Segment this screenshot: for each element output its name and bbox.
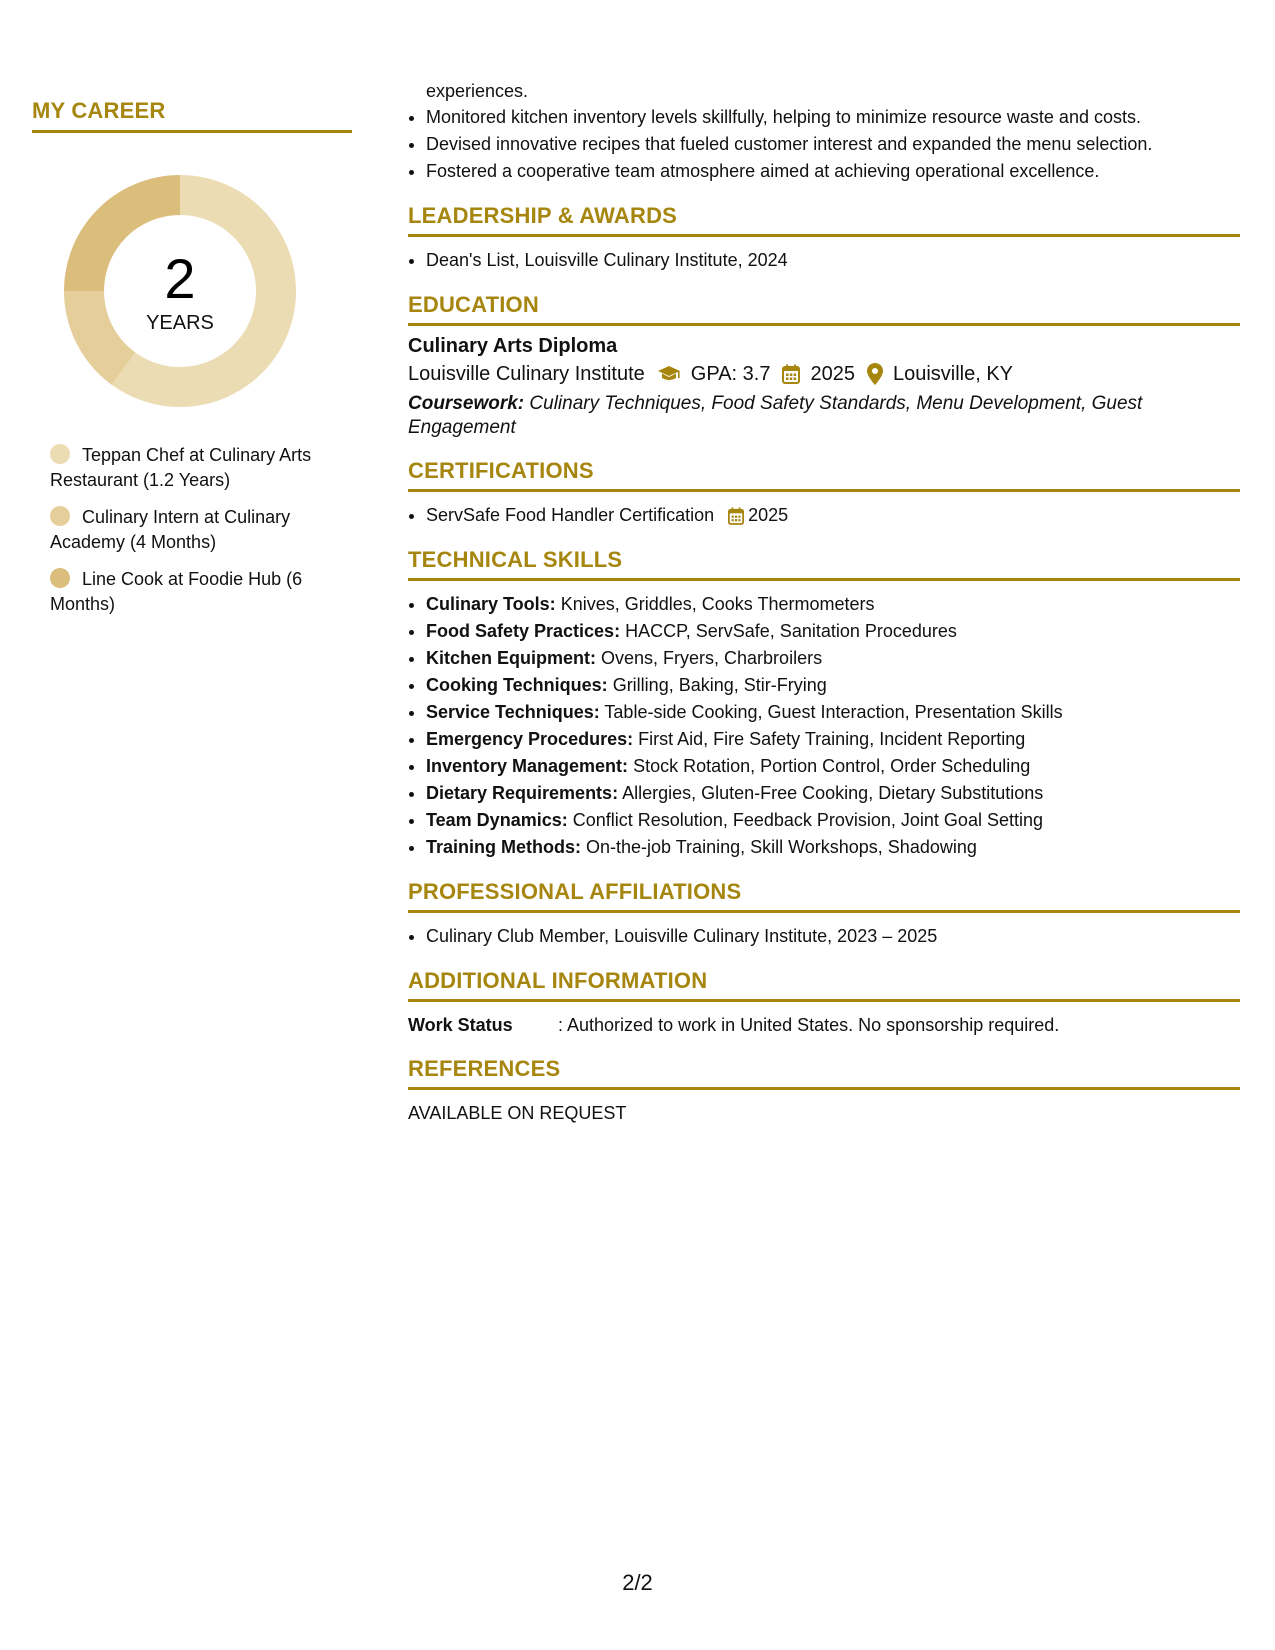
skills-section (408, 547, 1240, 861)
graduation-year: 2025 (810, 363, 855, 385)
list-item (426, 834, 1240, 861)
coursework-label: Coursework: (408, 393, 525, 414)
list-item (426, 807, 1240, 834)
main-column (408, 78, 1240, 1126)
legend-dot (50, 444, 70, 464)
skill-value: Allergies, Gluten-Free Cooking, Dietary Substitutions (622, 783, 1044, 803)
list-item (426, 699, 1240, 726)
experience-bullets (408, 104, 1240, 185)
page-number: 2/2 (622, 1570, 653, 1595)
legend-item (50, 443, 350, 493)
legend-text: Teppan Chef at Culinary Arts Restaurant (1.2 Years) (50, 445, 312, 490)
legend-text: Line Cook at Foodie Hub (6 Months) (50, 569, 303, 614)
references-text: AVAILABLE ON REQUEST (408, 1103, 627, 1123)
skill-label: Service Techniques: (426, 702, 600, 722)
references-section (408, 1056, 1240, 1126)
skills-list (408, 591, 1240, 861)
list-item (426, 591, 1240, 618)
education-section (408, 292, 1240, 440)
list-item: • Culinary Club Member, Louisville Culinary Institute, 2023 – 2025 (426, 923, 1240, 950)
list-item (426, 502, 1240, 529)
legend-text: Culinary Intern at Culinary Academy (4 Months) (50, 507, 291, 552)
affiliations-section (408, 879, 1240, 950)
list-item (426, 672, 1240, 699)
skill-label: Kitchen Equipment: (426, 648, 596, 668)
work-status-row (408, 1012, 1240, 1038)
skill-label: Cooking Techniques: (426, 675, 608, 695)
calendar-icon (782, 364, 800, 384)
skill-label: Culinary Tools: (426, 594, 556, 614)
donut-years-unit: YEARS (146, 312, 214, 334)
donut-center (64, 175, 296, 407)
certifications-list (408, 502, 1240, 529)
references-title: REFERENCES (408, 1056, 1240, 1090)
experience-continued-text: experiences. (426, 81, 529, 101)
legend-dot (50, 568, 70, 588)
skill-value: Knives, Griddles, Cooks Thermometers (560, 594, 875, 614)
skill-label: Inventory Management: (426, 756, 629, 776)
legend-dot (50, 506, 70, 526)
donut-years-value: 2 (164, 247, 196, 310)
skill-value: On-the-job Training, Skill Workshops, Shadowing (586, 837, 977, 857)
list-item: • Fostered a cooperative team atmosphere aimed at achieving operational excellence. (426, 158, 1240, 185)
list-item: • Monitored kitchen inventory levels skillfully, helping to minimize resource waste and costs. (426, 104, 1240, 131)
career-legend (32, 443, 350, 617)
skill-label: Food Safety Practices: (426, 621, 621, 641)
certification-name: • ServSafe Food Handler Certification (426, 505, 715, 525)
skills-title: TECHNICAL SKILLS (408, 547, 1240, 581)
list-item: • Devised innovative recipes that fueled customer interest and expanded the menu selection. (426, 131, 1240, 158)
education-details (408, 360, 1240, 388)
skill-label: Training Methods: (426, 837, 581, 857)
work-status-label: Work Status (408, 1015, 513, 1035)
location-pin-icon (867, 363, 883, 385)
school-location: Louisville, KY (892, 363, 1014, 385)
certifications-title: CERTIFICATIONS (408, 458, 1240, 492)
affiliations-list (408, 923, 1240, 950)
experience-continued (408, 78, 1240, 185)
skill-value: Grilling, Baking, Stir-Frying (612, 675, 827, 695)
certification-year: 2025 (748, 505, 789, 525)
skill-value: First Aid, Fire Safety Training, Incident Reporting (638, 729, 1026, 749)
school-name: Louisville Culinary Institute (408, 363, 645, 385)
affiliations-title: PROFESSIONAL AFFILIATIONS (408, 879, 1240, 913)
list-item (426, 645, 1240, 672)
skill-value: Ovens, Fryers, Charbroilers (601, 648, 823, 668)
skill-value: Table-side Cooking, Guest Interaction, Presentation Skills (604, 702, 1063, 722)
calendar-icon (728, 507, 744, 525)
work-status-value: : Authorized to work in United States. No sponsorship required. (558, 1015, 1060, 1035)
list-item (426, 780, 1240, 807)
gpa-value: GPA: 3.7 (690, 363, 771, 385)
career-title: MY CAREER (32, 98, 352, 133)
degree-name: Culinary Arts Diploma (408, 335, 618, 357)
leadership-list (408, 247, 1240, 274)
coursework-text: Culinary Techniques, Food Safety Standards, Menu Development, Guest Engagement (408, 393, 1143, 438)
list-item (426, 753, 1240, 780)
skill-label: Dietary Requirements: (426, 783, 619, 803)
education-title: EDUCATION (408, 292, 1240, 326)
additional-title: ADDITIONAL INFORMATION (408, 968, 1240, 1002)
certification-entry (426, 502, 788, 529)
skill-value: Stock Rotation, Portion Control, Order Scheduling (633, 756, 1031, 776)
list-item: • Dean's List, Louisville Culinary Institute, 2024 (426, 247, 1240, 274)
legend-item (50, 567, 350, 617)
graduation-cap-icon (657, 365, 681, 383)
skill-value: HACCP, ServSafe, Sanitation Procedures (625, 621, 957, 641)
additional-section (408, 968, 1240, 1038)
legend-item (50, 505, 350, 555)
list-item (426, 618, 1240, 645)
skill-value: Conflict Resolution, Feedback Provision, Joint Goal Setting (572, 810, 1043, 830)
skill-label: Emergency Procedures: (426, 729, 634, 749)
leadership-title: LEADERSHIP & AWARDS (408, 203, 1240, 237)
list-item (426, 726, 1240, 753)
skill-label: Team Dynamics: (426, 810, 568, 830)
coursework (408, 392, 1240, 440)
career-donut-chart (64, 175, 296, 407)
leadership-section (408, 203, 1240, 274)
career-sidebar (32, 98, 352, 629)
certifications-section (408, 458, 1240, 529)
